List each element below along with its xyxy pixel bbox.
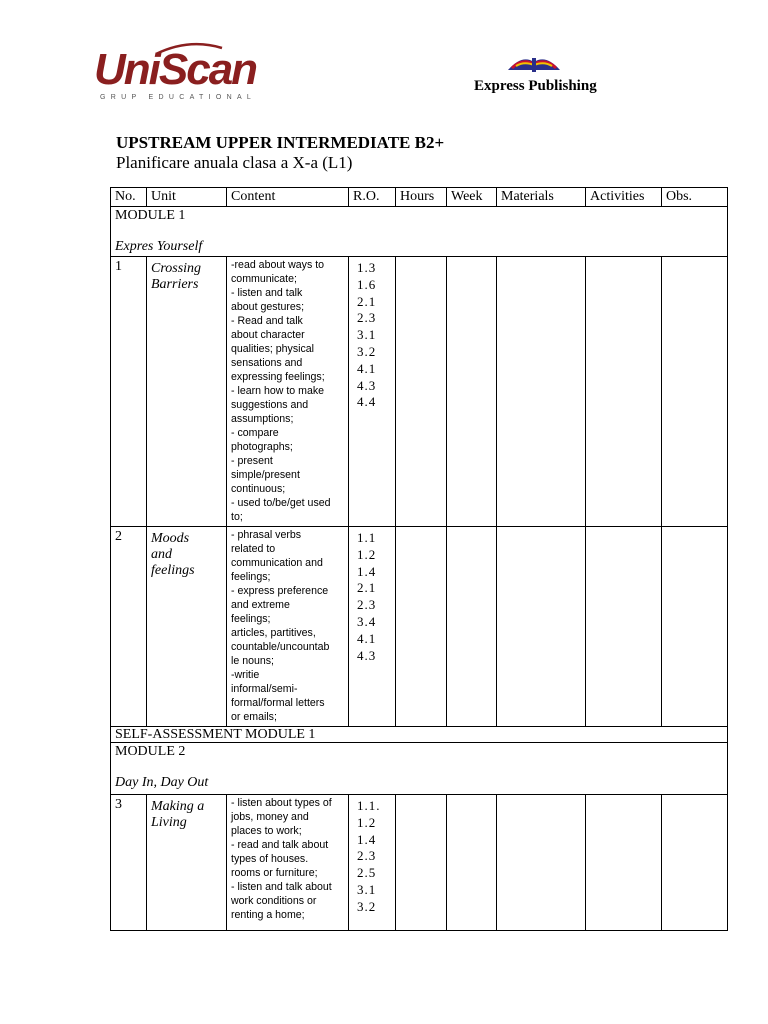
unit-line: Barriers	[151, 277, 199, 292]
ro-value: 2.3	[357, 597, 377, 613]
row-content	[227, 257, 349, 527]
row-ro	[349, 257, 396, 527]
content-line: informal/semi-	[231, 683, 298, 695]
content-line: about gestures;	[231, 301, 305, 313]
content-line: simple/present	[231, 469, 300, 481]
ro-value: 4.3	[357, 377, 377, 393]
unit-line: Crossing	[151, 261, 202, 276]
ro-value: 1.6	[357, 276, 377, 292]
ro-value: 1.3	[357, 260, 377, 275]
row-week	[447, 795, 497, 931]
content-line: le nouns;	[231, 655, 274, 667]
row-ro	[349, 795, 396, 931]
ro-value: 1.4	[357, 563, 377, 579]
table-row	[111, 527, 728, 727]
ro-value: 2.1	[357, 293, 377, 309]
module-label: MODULE 1	[115, 208, 186, 223]
self-assessment-cell: SELF-ASSESSMENT MODULE 1	[111, 727, 728, 743]
content-line: - used to/be/get used	[231, 497, 331, 509]
content-line: about character	[231, 329, 305, 341]
content-line: - listen and talk	[231, 287, 303, 299]
ro-value: 1.2	[357, 546, 377, 562]
content-line: work conditions or	[231, 895, 317, 907]
ro-value: 3.4	[357, 613, 377, 629]
content-line: photographs;	[231, 441, 293, 453]
table-header-row	[111, 188, 728, 207]
row-materials	[497, 257, 586, 527]
express-publishing-name: Express Publishing	[474, 78, 597, 94]
table-row	[111, 795, 728, 931]
row-hours	[396, 795, 447, 931]
uniscan-logo-word: UniScan	[94, 45, 257, 94]
content-line: - listen and talk about	[231, 881, 332, 893]
content-line: to;	[231, 511, 243, 523]
ro-value: 2.3	[357, 848, 377, 864]
uniscan-logo	[94, 45, 257, 104]
module-row	[111, 207, 728, 257]
table-row	[111, 257, 728, 527]
row-obs	[662, 795, 728, 931]
unit-line: feelings	[151, 563, 195, 578]
module-label: MODULE 2	[115, 744, 186, 759]
content-line: and extreme	[231, 599, 290, 611]
uniscan-logo-subtitle: GRUP EDUCATIONAL	[100, 94, 257, 101]
row-activities	[586, 527, 662, 727]
content-line: communication and	[231, 557, 323, 569]
content-line: feelings;	[231, 571, 271, 583]
content-line: expressing feelings;	[231, 371, 325, 383]
content-line: - learn how to make	[231, 385, 325, 397]
ro-value: 3.1	[357, 881, 377, 897]
swoosh-icon	[154, 42, 224, 56]
ro-value: 1.4	[357, 831, 377, 847]
row-activities	[586, 257, 662, 527]
ro-value: 2.1	[357, 580, 377, 596]
ro-value: 3.1	[357, 327, 377, 343]
ro-value: 4.3	[357, 647, 377, 663]
open-book-icon	[504, 52, 564, 78]
header-no: No.	[111, 188, 147, 207]
unit-line: Making a	[151, 799, 205, 814]
content-line: - phrasal verbs	[231, 529, 302, 541]
content-line: types of houses.	[231, 853, 309, 865]
row-materials	[497, 795, 586, 931]
content-line: communicate;	[231, 273, 297, 285]
row-materials	[497, 527, 586, 727]
header-content: Content	[227, 188, 349, 207]
content-line: sensations and	[231, 357, 303, 369]
row-content	[227, 527, 349, 727]
row-unit	[147, 795, 227, 931]
content-line: articles, partitives,	[231, 627, 316, 639]
content-line: - Read and talk	[231, 315, 303, 327]
content-line: - present	[231, 455, 273, 467]
row-obs	[662, 257, 728, 527]
unit-line: Living	[151, 815, 187, 830]
ro-value: 3.2	[357, 343, 377, 359]
content-line: suggestions and	[231, 399, 309, 411]
row-ro	[349, 527, 396, 727]
content-line: assumptions;	[231, 413, 294, 425]
row-no: 1	[111, 257, 147, 527]
row-unit	[147, 527, 227, 727]
document-title: UPSTREAM UPPER INTERMEDIATE B2+	[116, 133, 445, 152]
content-line: renting a home;	[231, 909, 305, 921]
row-activities	[586, 795, 662, 931]
row-no: 2	[111, 527, 147, 727]
row-hours	[396, 527, 447, 727]
ro-value: 1.2	[357, 814, 377, 830]
content-line: related to	[231, 543, 276, 555]
content-line: - compare	[231, 427, 279, 439]
ro-value: 2.3	[357, 310, 377, 326]
content-line: -read about ways to	[231, 259, 325, 271]
ro-value: 4.1	[357, 630, 377, 646]
ro-value: 4.4	[357, 394, 377, 410]
header-week: Week	[447, 188, 497, 207]
unit-line: Moods	[151, 531, 190, 546]
content-line: feelings;	[231, 613, 271, 625]
document-subtitle: Planificare anuala clasa a X-a (L1)	[116, 153, 353, 172]
content-line: - read and talk about	[231, 839, 329, 851]
header-unit: Unit	[147, 188, 227, 207]
module-title: Day In, Day Out	[115, 775, 209, 790]
ro-value: 3.2	[357, 898, 377, 914]
content-line: rooms or furniture;	[231, 867, 318, 879]
row-hours	[396, 257, 447, 527]
content-line: -writie	[231, 669, 260, 681]
header-obs: Obs.	[662, 188, 728, 207]
module-row	[111, 743, 728, 795]
content-line: continuous;	[231, 483, 286, 495]
module-title: Expres Yourself	[115, 239, 203, 254]
row-week	[447, 527, 497, 727]
header-activities: Activities	[586, 188, 662, 207]
row-no: 3	[111, 795, 147, 931]
content-line: formal/formal letters	[231, 697, 325, 709]
content-line: countable/uncountab	[231, 641, 330, 653]
content-line: or emails;	[231, 711, 277, 723]
header-ro: R.O.	[349, 188, 396, 207]
ro-value: 4.1	[357, 360, 377, 376]
content-line: jobs, money and	[231, 811, 309, 823]
module-1-cell	[111, 207, 728, 257]
content-line: qualities; physical	[231, 343, 315, 355]
content-line: - express preference	[231, 585, 329, 597]
ro-value: 1.1	[357, 530, 377, 545]
planning-table	[110, 187, 728, 931]
express-publishing-logo	[474, 52, 604, 98]
ro-value: 2.5	[357, 865, 377, 881]
content-line: - listen about types of	[231, 797, 332, 809]
ro-value: 1.1.	[357, 798, 381, 813]
self-assessment-row	[111, 727, 728, 743]
header-hours: Hours	[396, 188, 447, 207]
unit-line: and	[151, 547, 172, 562]
row-week	[447, 257, 497, 527]
header-materials: Materials	[497, 188, 586, 207]
row-unit	[147, 257, 227, 527]
row-content	[227, 795, 349, 931]
content-line: places to work;	[231, 825, 302, 837]
module-2-cell	[111, 743, 728, 795]
row-obs	[662, 527, 728, 727]
